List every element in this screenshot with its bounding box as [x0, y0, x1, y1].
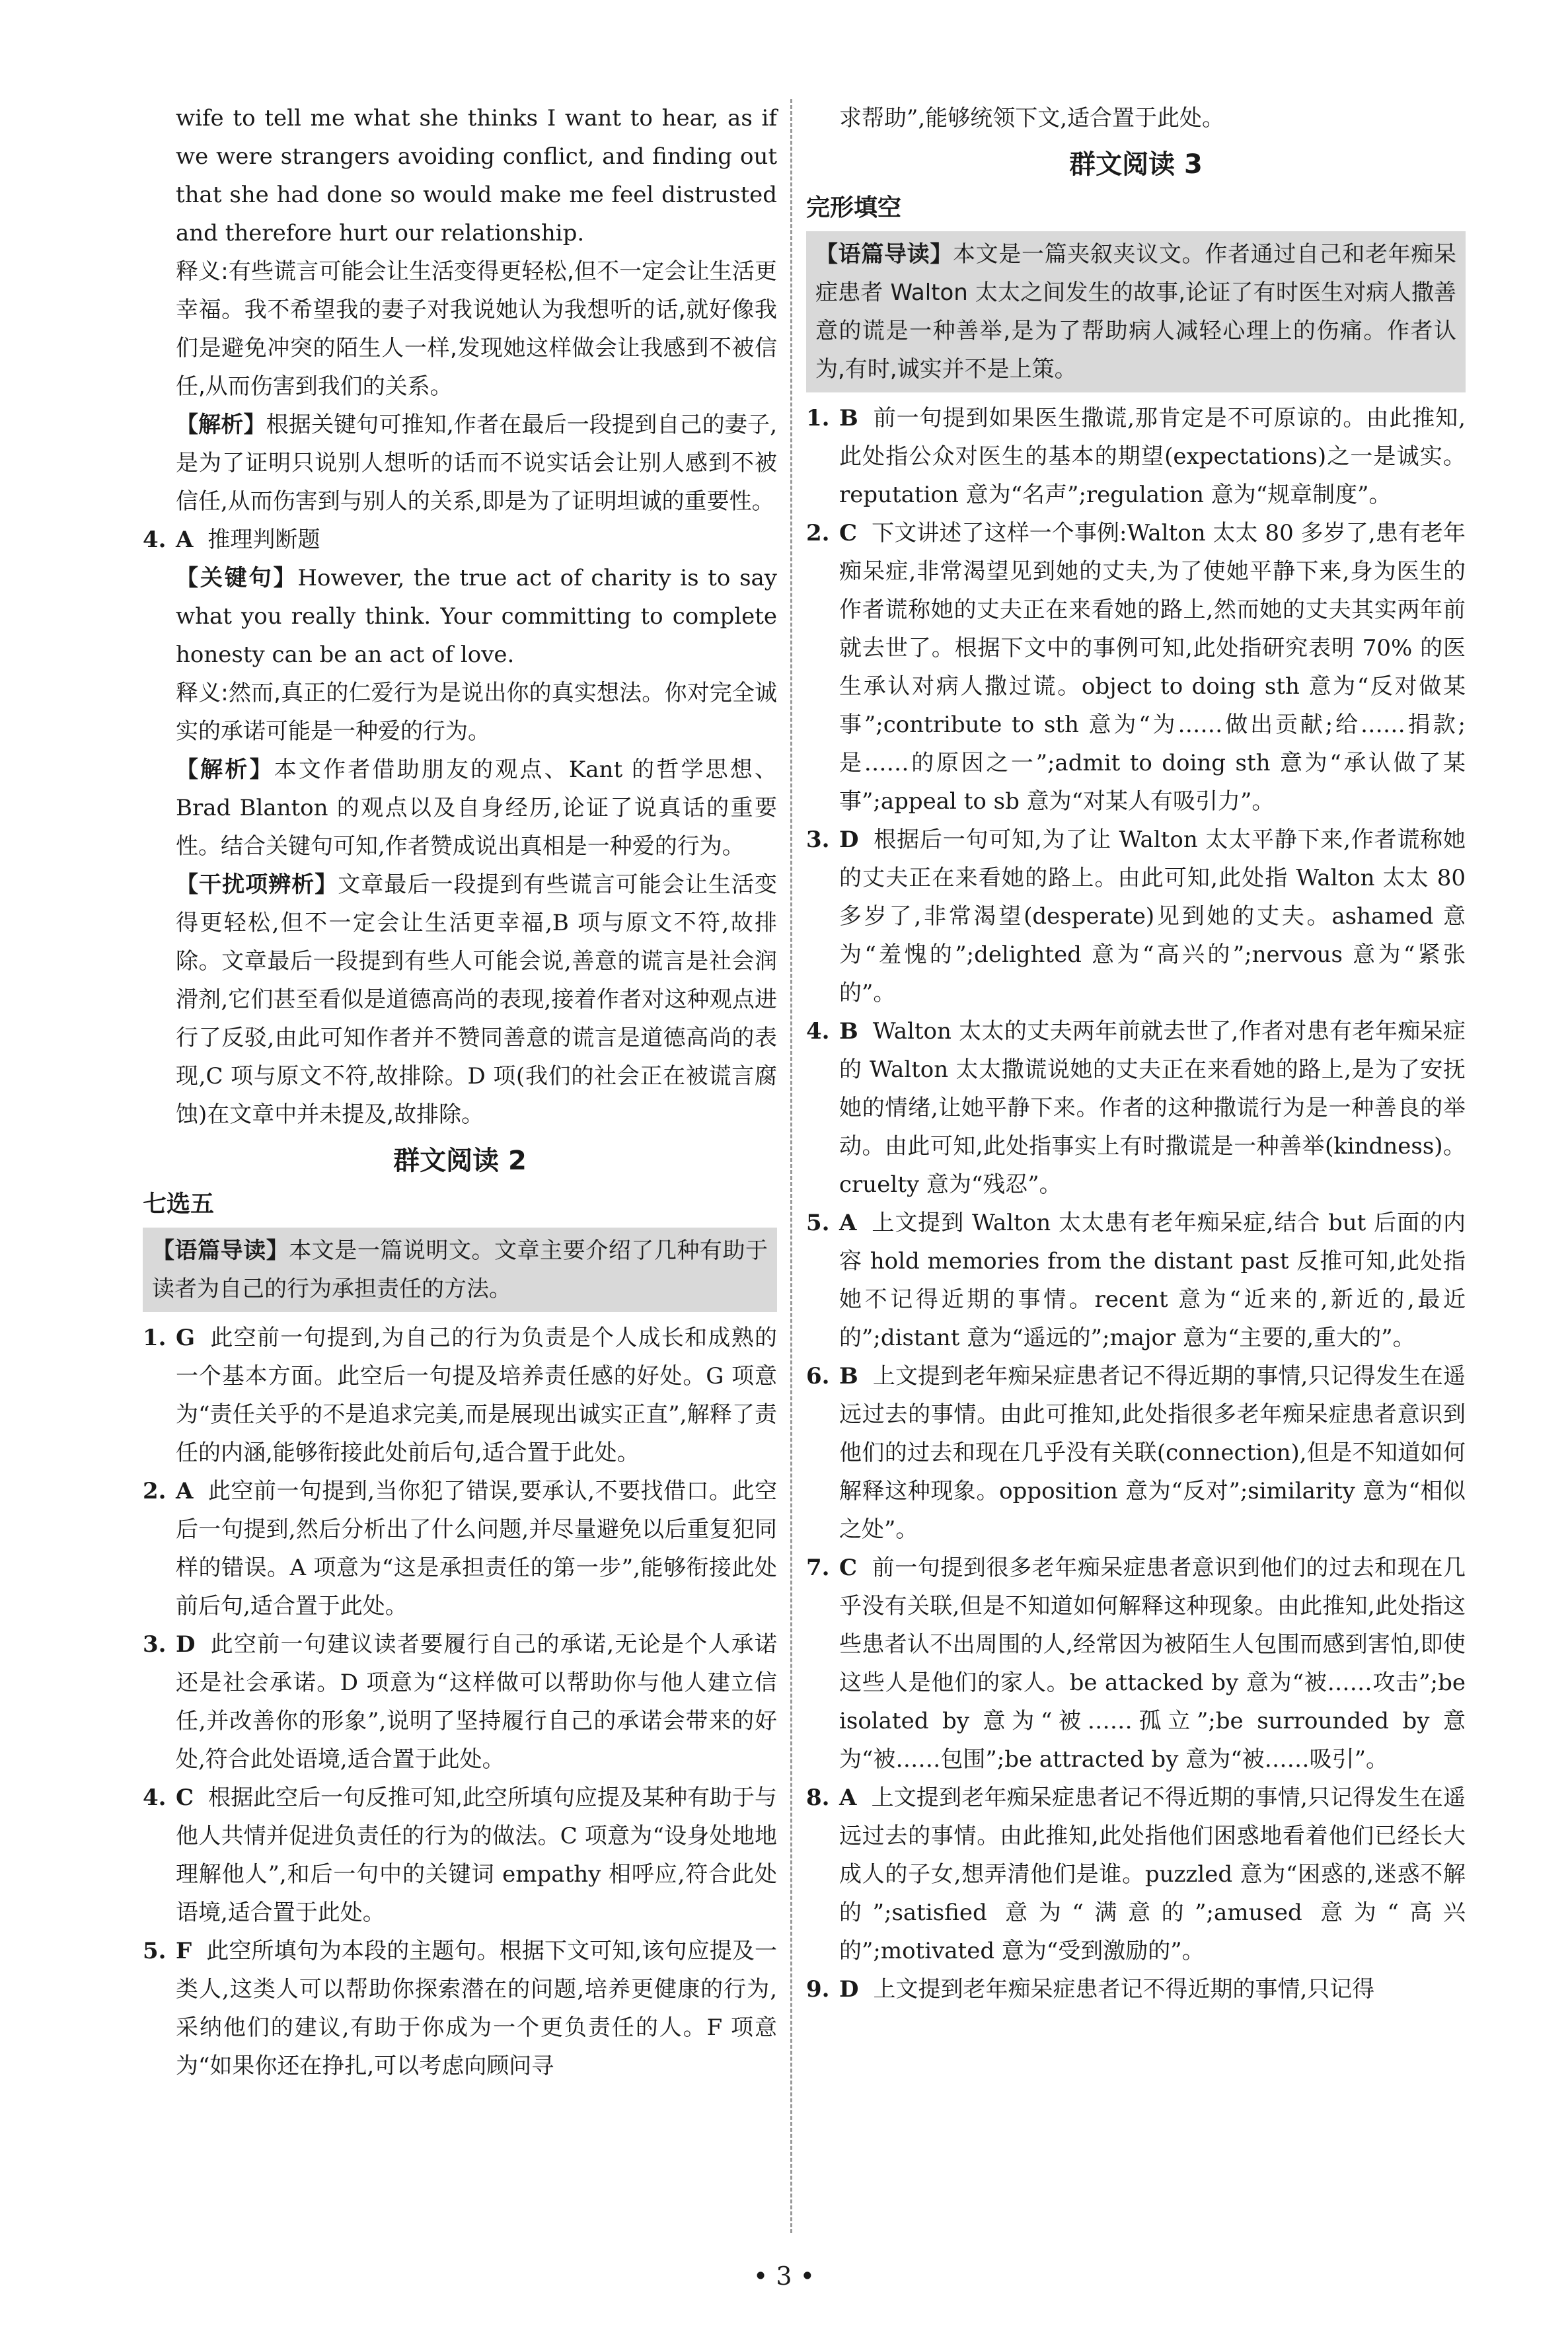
- item-num: 8.: [806, 1785, 830, 1811]
- item-text: 上文提到老年痴呆症患者记不得近期的事情,只记得: [873, 1976, 1375, 2003]
- item-num: 9.: [806, 1976, 830, 2003]
- answer-item: [143, 1319, 777, 1472]
- q4-ganrao: [143, 866, 777, 1134]
- item-answer: G: [176, 1325, 196, 1351]
- answer-item: [806, 1970, 1466, 2009]
- item-text: 下文讲述了这样一个事例:Walton 太太 80 多岁了,患有老年痴呆症,非常渴望见到她的丈夫,为了使她平静下来,身为医生的作者谎称她的丈夫正在来看她的路上,然而她的丈夫其实两年前就去世了。根据下文中的事例可知,此处指研究表明 70% 的医生承认对病人撒过谎。object to doing sth 意为“反对做某事”;contribute to sth 意为“为……做出贡献;给……捐款;是……的原因之一”;admit to doing sth 意为“承认做了某事”;appeal to sb 意为“对某人有吸引力”。: [839, 520, 1466, 815]
- section3-guide: [806, 231, 1466, 392]
- intro-english: wife to tell me what she thinks I want to hear, as if we were strangers avoiding conflict, and finding out that she had done so would make me feel distrusted and therefore hurt our relationship.: [176, 105, 777, 246]
- section2-guide: [143, 1228, 777, 1312]
- guide-text: 本文是一篇说明文。文章主要介绍了几种有助于读者为自己的行为承担责任的方法。: [152, 1237, 768, 1302]
- item-answer: F: [176, 1938, 192, 1964]
- key-text: However, the true act of charity is to say what you really think. Your committing to complete honesty can be an act of love.: [176, 565, 778, 668]
- section3-subtitle: 完形填空: [806, 194, 902, 221]
- guide-label: 【语篇导读】: [152, 1237, 289, 1264]
- section2-subtitle: 七选五: [143, 1191, 215, 1218]
- item-num: 3.: [806, 827, 830, 853]
- item-num: 5.: [806, 1210, 830, 1236]
- item-text: 此空前一句建议读者要履行自己的承诺,无论是个人承诺还是社会承诺。D 项意为“这样做可以帮助你与他人建立信任,并改善你的形象”,说明了坚持履行自己的承诺会带来的好处,符合此处语境,适合置于此处。: [176, 1631, 777, 1773]
- item-text: 根据此空后一句反推可知,此空所填句应提及某种有助于与他人共情并促进负责任的行为的做法。C 项意为“设身处地地理解他人”,和后一句中的关键词 empathy 相呼应,符合此处语境,适合置于此处。: [176, 1785, 777, 1926]
- item-num: 2.: [143, 1478, 167, 1504]
- section3-answers: [806, 399, 1466, 2009]
- q4-item: [143, 521, 777, 559]
- item-num: 1.: [143, 1325, 167, 1351]
- item-text: 上文提到老年痴呆症患者记不得近期的事情,只记得发生在遥远过去的事情。由此推知,此处指他们困惑地看着他们已经长大成人的子女,想弄清他们是谁。puzzled 意为“困惑的,迷惑不解的”;satisfied 意为“满意的”;amused 意为“高兴的”;motivated 意为“受到激励的”。: [839, 1785, 1466, 1964]
- item-num: 4.: [143, 1785, 167, 1811]
- answer-item: [143, 1625, 777, 1779]
- answer-item: [806, 1549, 1466, 1779]
- item-answer: B: [839, 1363, 858, 1389]
- item-text: 上文提到老年痴呆症患者记不得近期的事情,只记得发生在遥远过去的事情。由此可推知,此处指很多老年痴呆症患者意识到他们的过去和现在几乎没有关联(connection),但是不知道如何解释这种现象。opposition 意为“反对”;similarity 意为“相似之处”。: [839, 1363, 1466, 1543]
- item-text: 此空前一句提到,当你犯了错误,要承认,不要找借口。此空后一句提到,然后分析出了什么问题,并尽量避免以后重复犯同样的错误。A 项意为“这是承担责任的第一步”,能够衔接此处前后句,适合置于此处。: [176, 1478, 777, 1619]
- intro-jiexi: [143, 406, 777, 521]
- item-answer: A: [839, 1210, 857, 1236]
- answer-item: [806, 1357, 1466, 1549]
- item-text: 此空前一句提到,为自己的行为负责是个人成长和成熟的一个基本方面。此空后一句提及培养责任感的好处。G 项意为“责任关乎的不是追求完美,而是展现出诚实正直”,解释了责任的内涵,能够衔接此处前后句,适合置于此处。: [176, 1325, 777, 1466]
- section3-title: 群文阅读 3: [1069, 149, 1203, 180]
- item-text: 此空所填句为本段的主题句。根据下文可知,该句应提及一类人,这类人可以帮助你探索潜在的问题,培养更健康的行为,采纳他们的建议,有助于你成为一个更负责任的人。F 项意为“如果你还在挣扎,可以考虑向顾问寻: [176, 1938, 777, 2079]
- item-answer: B: [839, 1018, 858, 1045]
- item-text: 前一句提到如果医生撒谎,那肯定是不可原谅的。由此推知,此处指公众对医生的基本的期望(expectations)之一是诚实。reputation 意为“名声”;regulation 意为“规章制度”。: [839, 405, 1466, 508]
- column-divider: [790, 99, 792, 2233]
- item-num: 5.: [143, 1938, 167, 1964]
- item-text: 前一句提到很多老年痴呆症患者意识到他们的过去和现在几乎没有关联,但是不知道如何解释这种现象。由此推知,此处指这些患者认不出周围的人,经常因为被陌生人包围而感到害怕,即使这些人是他们的家人。be attacked by 意为“被……攻击”;be isolated by 意为“被……孤立”;be surrounded by 意为“被……包围”;be attracted by 意为“被……吸引”。: [839, 1555, 1466, 1773]
- item-answer: C: [176, 1785, 194, 1811]
- answer-item: [143, 1932, 777, 2085]
- item-text: 上文提到 Walton 太太患有老年痴呆症,结合 but 后面的内容 hold memories from the distant past 反推可知,此处指她不记得近期的事情。recent 意为“近来的,新近的,最近的”;distant 意为“遥远的”;major 意为“主要的,重大的”。: [839, 1210, 1466, 1351]
- carry-over-text: 求帮助”,能够统领下文,适合置于此处。: [839, 105, 1224, 131]
- answer-item: [143, 1779, 777, 1932]
- answer-item: [806, 821, 1466, 1012]
- guide-text: 本文是一篇夹叙夹议文。作者通过自己和老年痴呆症患者 Walton 太太之间发生的故事,论证了有时医生对病人撒善意的谎是一种善举,是为了帮助病人减轻心理上的伤痛。作者认为,有时,诚实并不是上策。: [815, 241, 1456, 383]
- jiexi-label: 【解析】: [176, 412, 266, 438]
- q4-jiexi: [143, 751, 777, 866]
- item-answer: D: [839, 1976, 859, 2003]
- section2-title: 群文阅读 2: [393, 1146, 527, 1176]
- item-text: Walton 太太的丈夫两年前就去世了,作者对患有老年痴呆症的 Walton 太太撒谎说她的丈夫正在来看她的路上,是为了安抚她的情绪,让她平静下来。作者的这种撒谎行为是一种善良的举动。由此可知,此处指事实上有时撒谎是一种善举(kindness)。cruelty 意为“残忍”。: [839, 1018, 1466, 1198]
- item-answer: D: [176, 1631, 196, 1658]
- item-num: 4.: [806, 1018, 830, 1045]
- item-text: 根据后一句可知,为了让 Walton 太太平静下来,作者谎称她的丈夫正在来看她的路上。由此可知,此处指 Walton 太太 80 多岁了,非常渴望(desperate)见到她的丈夫。ashamed 意为“羞愧的”;delighted 意为“高兴的”;nervous 意为“紧张的”。: [839, 827, 1466, 1006]
- jiexi-text: 根据关键句可推知,作者在最后一段提到自己的妻子,是为了证明只说别人想听的话而不说实话会让别人感到不被信任,从而伤害到与别人的关系,即是为了证明坦诚的重要性。: [176, 412, 777, 515]
- item-answer: C: [839, 1555, 858, 1581]
- q4-num: 4.: [143, 527, 167, 553]
- jiexi-label: 【解析】: [176, 757, 274, 783]
- right-column: [806, 99, 1466, 2009]
- jiexi-text: 本文作者借助朋友的观点、Kant 的哲学思想、Brad Blanton 的观点以及自身经历,论证了说真话的重要性。结合关键句可知,作者赞成说出真相是一种爱的行为。: [176, 757, 777, 860]
- answer-item: [806, 1204, 1466, 1357]
- key-label: 【关键句】: [176, 565, 298, 591]
- intro-shiyi: 释义:有些谎言可能会让生活变得更轻松,但不一定会让生活更幸福。我不希望我的妻子对我说她认为我想听的话,就好像我们是避免冲突的陌生人一样,发现她这样做会让我感到不被信任,从而伤害到我们的关系。: [176, 258, 777, 400]
- q4-answer: A: [176, 527, 194, 553]
- guide-label: 【语篇导读】: [815, 241, 953, 268]
- item-num: 1.: [806, 405, 830, 431]
- ganrao-text: 文章最后一段提到有些谎言可能会让生活变得更轻松,但不一定会让生活更幸福,B 项与原文不符,故排除。文章最后一段提到有些人可能会说,善意的谎言是社会润滑剂,它们甚至看似是道德高尚的表现,接着作者对这种观点进行了反驳,由此可知作者并不赞同善意的谎言是道德高尚的表现,C 项与原文不符,故排除。D 项(我们的社会正在被谎言腐蚀)在文章中并未提及,故排除。: [176, 871, 777, 1128]
- answer-item: [806, 514, 1466, 821]
- item-num: 3.: [143, 1631, 167, 1658]
- answer-item: [806, 1012, 1466, 1204]
- page-number: • 3 •: [753, 2262, 815, 2291]
- item-answer: A: [839, 1785, 857, 1811]
- answer-item: [806, 1779, 1466, 1970]
- item-answer: C: [839, 520, 858, 546]
- item-answer: A: [176, 1478, 194, 1504]
- item-answer: D: [839, 827, 859, 853]
- q4-type: 推理判断题: [207, 527, 320, 553]
- item-answer: B: [839, 405, 858, 431]
- section2-answers: [143, 1319, 777, 2085]
- left-column: [143, 99, 777, 2085]
- item-num: 6.: [806, 1363, 830, 1389]
- item-num: 2.: [806, 520, 830, 546]
- item-num: 7.: [806, 1555, 830, 1581]
- answer-item: [143, 1472, 777, 1625]
- answer-item: [806, 399, 1466, 514]
- ganrao-label: 【干扰项辨析】: [176, 871, 338, 898]
- q4-key: [143, 559, 777, 674]
- q4-shiyi: 释义:然而,真正的仁爱行为是说出你的真实想法。你对完全诚实的承诺可能是一种爱的行为。: [176, 680, 777, 745]
